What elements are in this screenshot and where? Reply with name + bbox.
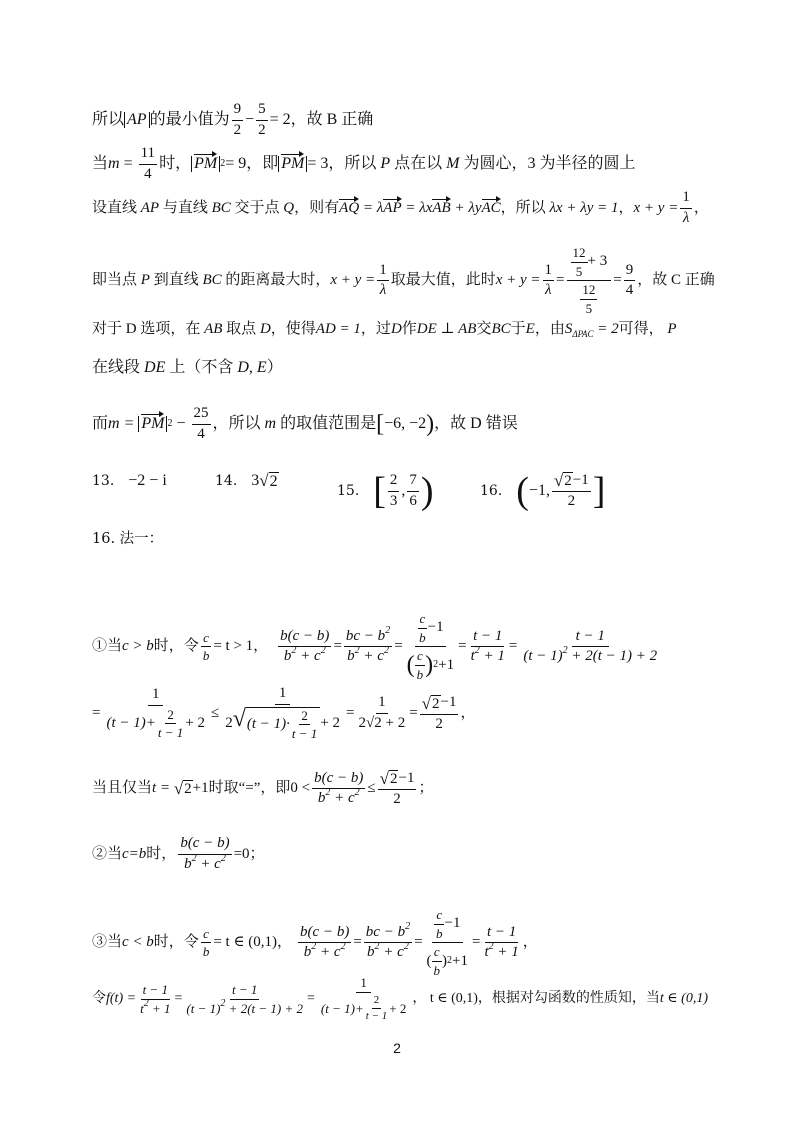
text: = 3，所以 bbox=[307, 155, 377, 173]
text: 的距离最大时， bbox=[225, 272, 331, 289]
compound-fraction: $\frac{12}{5}$ + 3 $\frac{12}{5}$ bbox=[567, 246, 612, 316]
line-ap-min: 所以 AP 的最小值为 $\frac{9}{2}$ − $\frac{5}{2}$ = 2，故 B 正确 bbox=[92, 101, 374, 138]
text: 时， bbox=[159, 155, 192, 173]
abs-ap: AP bbox=[124, 112, 150, 128]
fraction: $\frac{9}{4}$ bbox=[625, 261, 634, 299]
text: 的取值范围是 bbox=[280, 415, 377, 433]
text: 当 bbox=[92, 155, 109, 173]
page-number: 2 bbox=[393, 1040, 401, 1056]
text: 而 bbox=[92, 415, 109, 433]
text: 对于 D 选项，在 bbox=[92, 321, 201, 337]
text: = 2，故 B 正确 bbox=[269, 111, 374, 129]
line-m-range: 而 m = PM 2 − $\frac{25}{4}$ ，所以 m 的取值范围是 [ −6, −2 ) ，故 D 错误 bbox=[92, 405, 518, 442]
text: ，过 bbox=[360, 321, 391, 337]
line-intersection: 设直线 AP 与直线 BC 交于点 Q ，则有 AQ = λAP = λxAB + λyAC ，所以 λx + λy = 1 ， x + y = $\frac{1}{\lambda}$ ， bbox=[92, 189, 709, 226]
line-segment-de: 在线段 DE 上（不含 D, E ） bbox=[92, 359, 283, 376]
answer-15: 15. [ $\frac{2}{3}$ , $\frac{7}{6}$ ) bbox=[337, 470, 434, 512]
text: 所以 bbox=[92, 111, 125, 129]
sol16-case3: ③当 c < b 时，令 $\frac{c}{b}$ = t ∈ (0,1)， $\frac{b(c - b)}{b^2 + c^2}$ = $\frac{bc - b^2}{b^2 + c^2}$ = $\frac{c}{b}$ −1 ( $\frac{c}{b}$ ) 2 +1 = $\frac{t - 1}{t^2 + 1}$ ， bbox=[92, 907, 538, 978]
text: 交于点 bbox=[234, 199, 280, 216]
text: 上（不含 bbox=[169, 359, 234, 376]
sol16-case1-bound: = 1 (t − 1)+ $\frac{2}{t - 1}$ + 2 ≤ 1 2 √ (t − 1)· $\frac{2}{t - 1}$ + 2 = $\frac{1}{2√2 + 2}$ = √ 2 −1 2 ， bbox=[92, 685, 476, 742]
text: ，则有 bbox=[294, 199, 340, 216]
text: 交 bbox=[476, 321, 492, 337]
text: 设直线 bbox=[92, 199, 138, 216]
line-max-distance: 即当点 P 到直线 BC 的距离最大时， x + y = $\frac{1}{\lambda}$ 取最大值，此时 x + y = $\frac{1}{\lambda}$ = $\frac{12}{5}$ + 3 $\frac{12}{5}$ = $\frac{9}{4}$ ，故 C 正确 bbox=[92, 245, 715, 316]
text: ， bbox=[618, 199, 634, 216]
text: = 9，即 bbox=[225, 155, 279, 173]
text: ，由 bbox=[534, 321, 565, 337]
fraction: $\frac{25}{4}$ bbox=[193, 405, 209, 442]
text: ，故 C 正确 bbox=[637, 272, 715, 289]
text: 点在以 bbox=[394, 155, 443, 173]
sol16-heading: 16. 法一： bbox=[92, 531, 164, 547]
sol16-case3-function: 令 f(t) = $\frac{t - 1}{t^2 + 1}$ = $\frac{t - 1}{(t - 1)^2 + 2(t - 1) + 2}$ = 1 (t − 1)+ $\frac{2}{t - 1}$ + 2 ， t ∈ (0,1)，根据对勾函数的性质知，当 t ∈ (0,1) bbox=[92, 975, 708, 1023]
line-option-d: 对于 D 选项，在 AB 取点 D ，使得 AD = 1 ，过 D 作 DE ⊥ AB 交 BC 于 E ，由 $S_{\Delta PAC} = 2$ 可得， P bbox=[92, 321, 677, 339]
text: 取点 bbox=[226, 321, 257, 337]
fraction: $\frac{9}{2}$ bbox=[233, 101, 242, 138]
sol16-case1-conclusion: 当且仅当 t = √ 2 +1 时取“=”，即 0 < $\frac{b(c - b)}{b^2 + c^2}$ ≤ √ 2 −1 2 ； bbox=[92, 769, 434, 807]
text: ， bbox=[693, 199, 709, 216]
text: 到直线 bbox=[153, 272, 199, 289]
text: 于 bbox=[510, 321, 526, 337]
answer-13: 13. −2 − i bbox=[92, 472, 167, 489]
line-m-value: 当 m = $\frac{11}{4}$ 时， PM 2 = 9，即 PM = 3，所以 P 点在以 M 为圆心，3 为半径的圆上 bbox=[92, 145, 636, 182]
text: ，故 D 错误 bbox=[434, 415, 518, 433]
text: 取最大值，此时 bbox=[390, 272, 496, 289]
fraction: $\frac{1}{\lambda}$ bbox=[682, 189, 690, 226]
answer-16: 16. ( −1, √ 2 −1 2 ] bbox=[480, 470, 606, 512]
fraction: $\frac{1}{\lambda}$ bbox=[544, 261, 553, 299]
text: 作 bbox=[401, 321, 417, 337]
text: 可得， bbox=[618, 321, 664, 337]
text: 在线段 bbox=[92, 359, 141, 376]
fraction: $\frac{5}{2}$ bbox=[258, 101, 266, 138]
fraction: $\frac{1}{\lambda}$ bbox=[379, 261, 387, 299]
text: ，所以 bbox=[212, 415, 261, 433]
fraction: $\frac{11}{4}$ bbox=[140, 145, 156, 182]
text: 的最小值为 bbox=[149, 111, 230, 129]
text: ） bbox=[266, 359, 283, 376]
sol16-case2: ②当 c=b 时， $\frac{b(c - b)}{b^2 + c^2}$ =0； bbox=[92, 835, 265, 872]
text: ，所以 bbox=[500, 199, 546, 216]
text: ，使得 bbox=[270, 321, 316, 337]
text: 与直线 bbox=[162, 199, 208, 216]
text: 即当点 bbox=[92, 272, 138, 289]
sol16-case1: ①当 c > b 时，令 $\frac{c}{b}$ = t > 1， $\frac{b(c - b)}{b^2 + c^2}$ = $\frac{bc - b^2}{b^2 + c^2}$ = $\frac{c}{b}$ −1 ( $\frac{c}{b}$ ) 2 +1 = $\frac{t - 1}{t^2 + 1}$ = $\frac{t - 1}{(t - 1)^2 + 2(t - 1) + 2}$ bbox=[92, 611, 658, 682]
answer-14: 14. 3 √ 2 bbox=[215, 471, 278, 490]
text: 为圆心，3 为半径的圆上 bbox=[463, 155, 636, 173]
